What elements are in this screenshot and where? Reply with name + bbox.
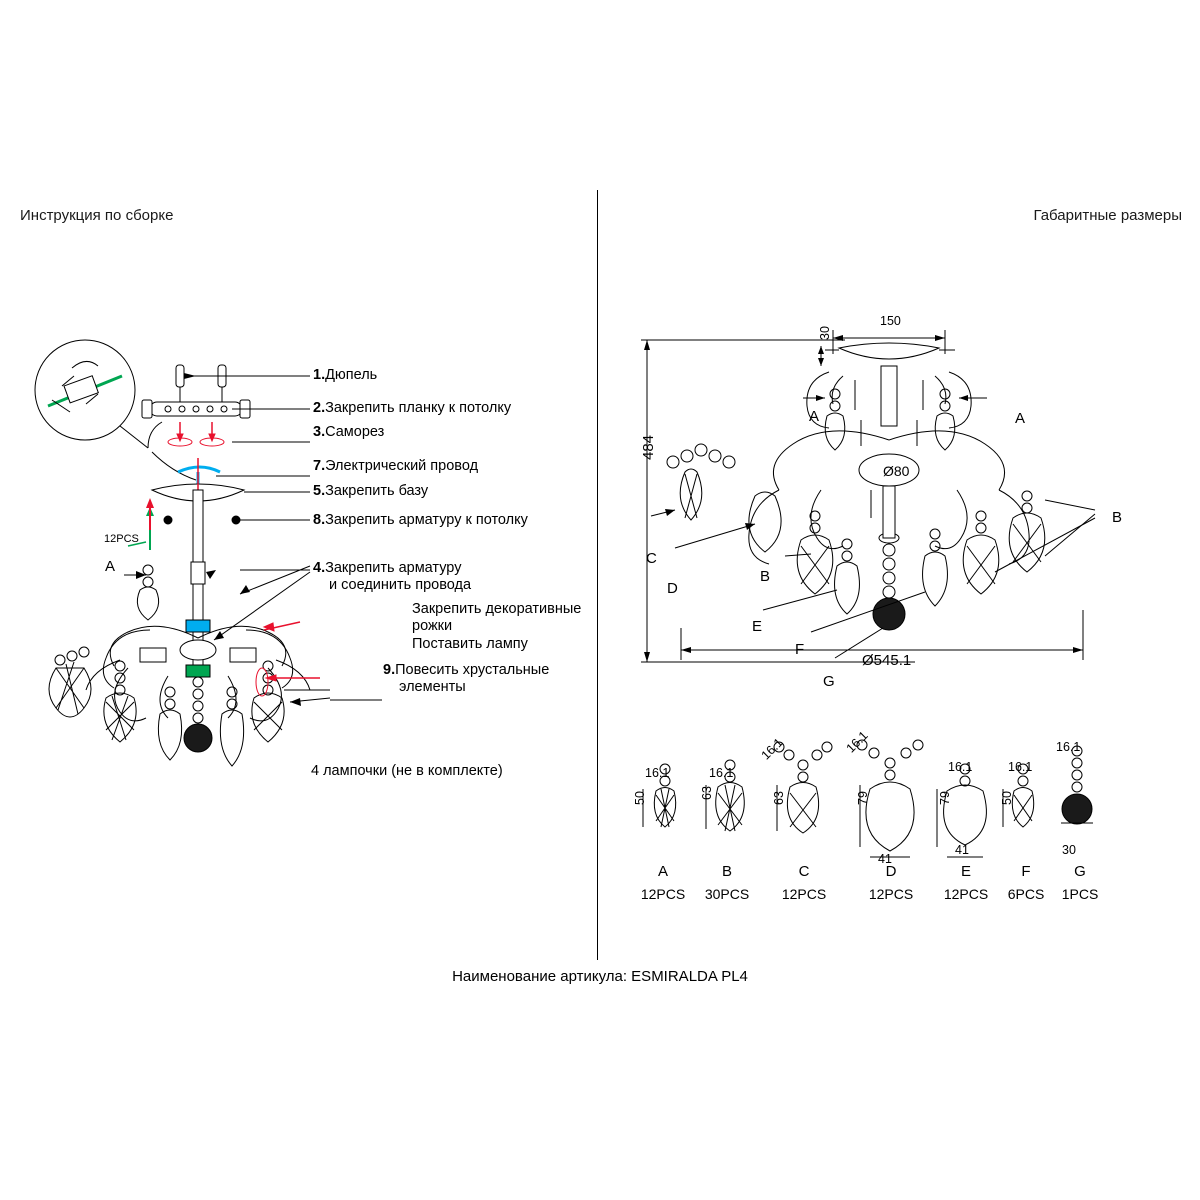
piece-f-count: 6PCS [1007, 886, 1045, 902]
step-9-text-line2: элементы [399, 679, 466, 695]
step-7-number: 7. [313, 458, 326, 474]
dim-width-150: 150 [880, 314, 901, 328]
step-8 [313, 512, 528, 529]
step-8-text: Закрепить арматуру к потолку [325, 512, 528, 528]
piece-c-top-dim: 16.1 [758, 735, 786, 763]
crystal-strand [49, 647, 91, 717]
dim-plate-30: 30 [818, 326, 832, 340]
piece-d-side-dim: 79 [856, 791, 870, 805]
dim-total-height-484: 484 [640, 434, 657, 460]
piece-d-top-dim: 16.1 [843, 728, 871, 756]
step-2-text: Закрепить планку к потолку [325, 400, 512, 416]
callout-b-right: B [1112, 509, 1123, 526]
step-1 [313, 367, 377, 384]
piece-b-side-dim: 63 [700, 786, 714, 800]
step-1-text: Дюпель [325, 367, 378, 383]
piece-d-label: D [885, 863, 897, 880]
pcs-tag-12pcs: 12PCS [104, 533, 139, 545]
step-1-number: 1. [313, 367, 326, 383]
callout-e: E [752, 618, 763, 635]
step-4-number: 4. [313, 560, 326, 576]
piece-f-label: F [1021, 863, 1031, 880]
piece-e-side-dim: 79 [938, 791, 952, 805]
callout-d: D [667, 580, 678, 597]
piece-e-label: E [960, 863, 971, 880]
step-install-lamp: Поставить лампу [412, 636, 528, 652]
step-4 [313, 560, 471, 594]
piece-g-bottom-dim: 30 [1062, 843, 1076, 857]
step-3 [313, 424, 384, 441]
piece-a-count: 12PCS [640, 886, 686, 902]
dimensions-section-title: Габаритные размеры [1033, 207, 1182, 224]
dim-center-diameter: Ø80 [883, 463, 910, 479]
step-9 [383, 662, 549, 696]
piece-a-label: A [657, 863, 668, 880]
piece-b-count: 30PCS [704, 886, 750, 902]
horns-text-line1: Закрепить декоративные [412, 601, 582, 617]
horns-text-line2: рожки [412, 618, 453, 634]
step-7 [313, 458, 478, 475]
piece-d-bottom-dim: 41 [878, 852, 892, 866]
piece-f-top-dim: 16.1 [1008, 760, 1033, 774]
step-5-number: 5. [313, 483, 326, 499]
step-8-number: 8. [313, 512, 326, 528]
piece-g-label: G [1074, 863, 1086, 880]
article-name: Наименование артикула: ESMIRALDA PL4 [452, 968, 748, 985]
step-9-text-line1: Повесить хрустальные [395, 662, 550, 678]
step-3-number: 3. [313, 424, 326, 440]
piece-c-count: 12PCS [781, 886, 827, 902]
assembly-drawing [0, 190, 600, 1010]
callout-a-left: A [105, 558, 116, 575]
dim-outer-diameter: Ø545.1 [862, 652, 912, 669]
step-4-text-line2: и соединить провода [329, 577, 472, 593]
piece-d-count: 12PCS [868, 886, 914, 902]
piece-g-top-dim: 16.1 [1056, 740, 1081, 754]
assembly-section-title: Инструкция по сборке [20, 207, 174, 224]
piece-c-label: C [798, 863, 810, 880]
callout-g: G [823, 673, 835, 690]
piece-e-count: 12PCS [943, 886, 989, 902]
piece-a-side-dim: 50 [633, 791, 647, 805]
piece-e-bottom-dim: 41 [955, 843, 969, 857]
callout-f: F [795, 641, 805, 658]
piece-a-top-dim: 16.1 [645, 766, 670, 780]
step-decorative-horns [412, 601, 581, 635]
callout-a-left-right: A [809, 408, 820, 425]
callout-a-right: A [1015, 410, 1026, 427]
step-2 [313, 400, 511, 417]
callout-c: C [646, 550, 657, 567]
piece-c-side-dim: 63 [772, 791, 786, 805]
step-3-text: Саморез [325, 424, 385, 440]
step-2-number: 2. [313, 400, 326, 416]
callout-b-middle: B [760, 568, 771, 585]
piece-b-top-dim: 16.1 [709, 766, 734, 780]
step-4-text-line1: Закрепить арматуру [325, 560, 462, 576]
piece-g-count: 1PCS [1061, 886, 1099, 902]
piece-f-side-dim: 50 [1000, 791, 1014, 805]
piece-b-label: B [721, 863, 732, 880]
step-5 [313, 483, 428, 500]
step-9-number: 9. [383, 662, 396, 678]
piece-e-top-dim: 16.1 [948, 760, 973, 774]
step-7-text: Электрический провод [325, 458, 479, 474]
lamps-not-included-note: 4 лампочки (не в комплекте) [311, 763, 503, 779]
step-5-text: Закрепить базу [325, 483, 429, 499]
